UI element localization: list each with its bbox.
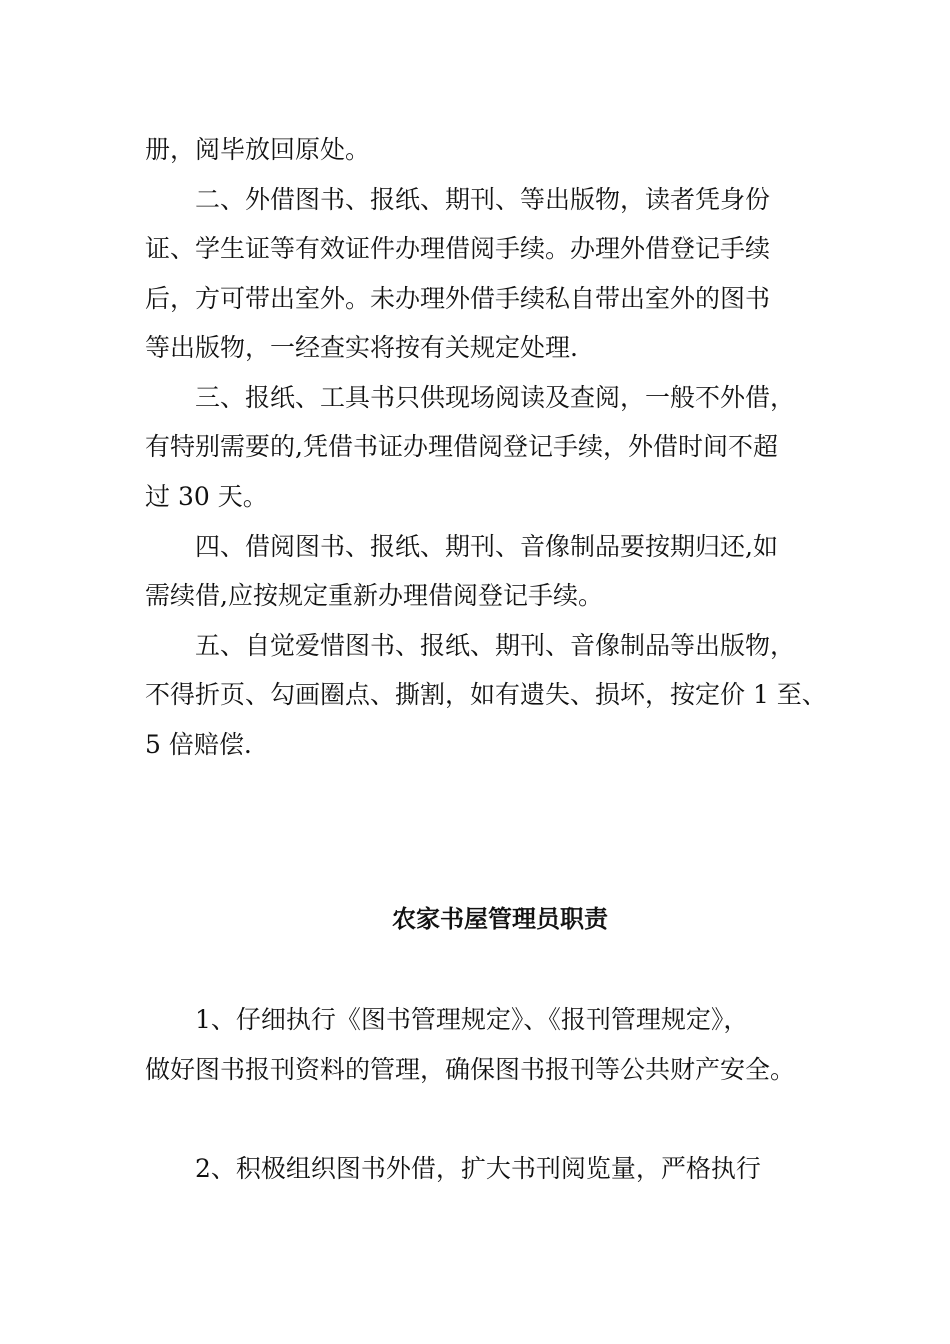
text-line: 册，阅毕放回原处。 <box>145 135 371 164</box>
duty-2-line: 2、积极组织图书外借，扩大书刊阅览量，严格执行 <box>195 1154 761 1183</box>
text-line: 5 倍赔偿. <box>145 730 252 759</box>
text-line: 证、学生证等有效证件办理借阅手续。办理外借登记手续 <box>145 234 771 263</box>
duty-1-line: 1、仔细执行《图书管理规定》、《报刊管理规定》， <box>195 1005 749 1034</box>
text-line: 等出版物，一经查实将按有关规定处理. <box>145 333 578 362</box>
text-line: 需续借,应按规定重新办理借阅登记手续。 <box>145 581 603 610</box>
paragraph-5-line: 五、自觉爱惜图书、报纸、期刊、音像制品等出版物， <box>195 631 796 660</box>
text-line: 做好图书报刊资料的管理，确保图书报刊等公共财产安全。 <box>145 1055 796 1084</box>
text-line: 不得折页、勾画圈点、撕割，如有遗失、损坏，按定价 1 至、 <box>145 680 827 709</box>
paragraph-3-line: 三、报纸、工具书只供现场阅读及查阅，一般不外借， <box>195 383 796 412</box>
paragraph-4-line: 四、借阅图书、报纸、期刊、音像制品要按期归还,如 <box>195 532 778 561</box>
text-line: 有特别需要的,凭借书证办理借阅登记手续，外借时间不超 <box>145 432 778 461</box>
section-title: 农家书屋管理员职责 <box>392 904 608 933</box>
paragraph-2-line: 二、外借图书、报纸、期刊、等出版物，读者凭身份 <box>195 185 771 214</box>
text-line: 过 30 天。 <box>145 482 268 511</box>
text-line: 后，方可带出室外。未办理外借手续私自带出室外的图书 <box>145 284 771 313</box>
